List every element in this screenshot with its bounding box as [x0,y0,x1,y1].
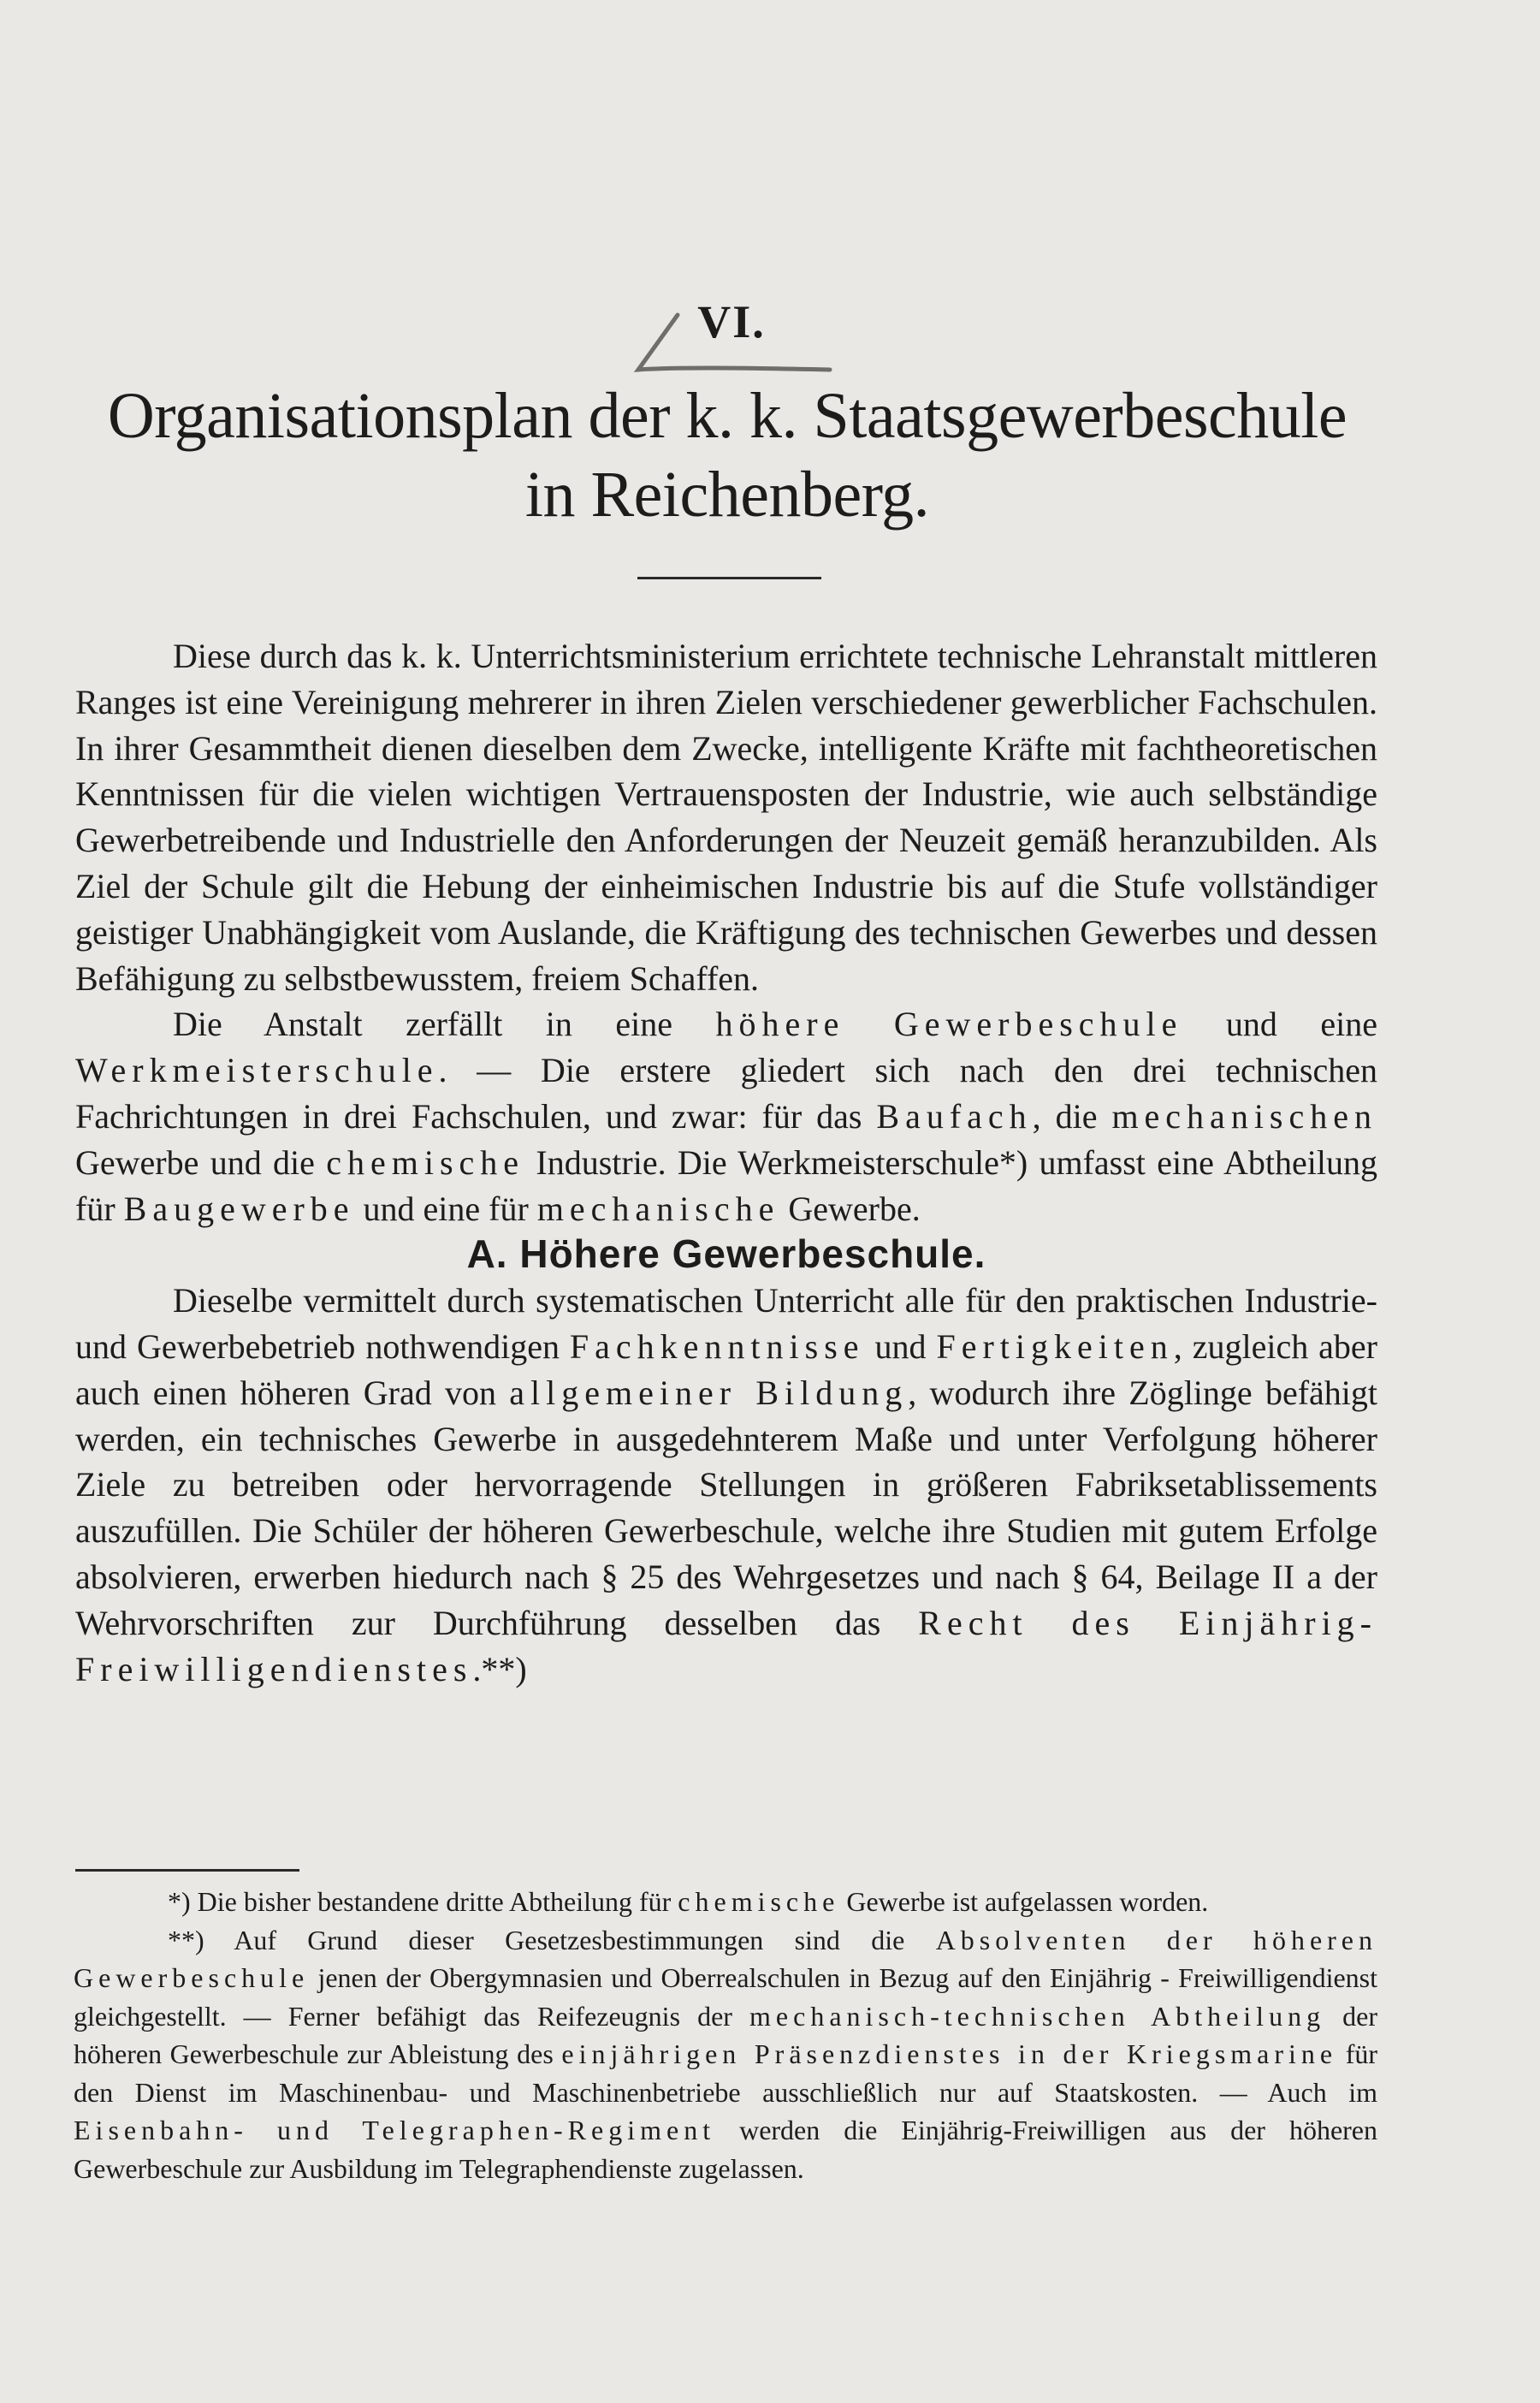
section-a-paragraph: Dieselbe vermittelt durch systematischen Unterricht alle für den praktischen Industrie- und Gewerbebetrieb nothwendigen Fachkenntnisse und Fertigkeiten, zugleich aber auch einen höheren Grad von allgemeiner Bildung, wodurch ihre Zöglinge befähigt werden, ein technisches Gewerbe in ausgedehnterem Maße und unter Verfolgung höherer Ziele zu betreiben oder hervorragende Stellungen in größeren Fabriksetablissements auszufüllen. Die Schüler der höheren Gewerbeschule, welche ihre Studien mit gutem Erfolge absolvieren, erwerben hiedurch nach § 25 des Wehrgesetzes und nach § 64, Beilage II a der Wehrvorschriften zur Durchführung desselben das Recht des Einjährig-Freiwilligendienstes.**) [75,1281,1378,1688]
chapter-number: VI. [697,296,766,347]
spaced-term: Eisenbahn- und Telegraphen-Regiment [74,2115,716,2145]
spaced-term: höhere Gewerbeschule [715,1005,1183,1044]
intro-paragraph-2: Die Anstalt zerfällt in eine höhere Gewerbeschule und eine Werkmeisterschule. — Die erstere gliedert sich nach den drei technischen Fachrichtungen in drei Fachschulen, und zwar: für das Baufach, die mechanischen Gewerbe und die chemische Industrie. Die Werkmeisterschule*) umfasst eine Abtheilung für Baugewerbe und eine für mechanische Gewerbe. [75,1005,1378,1228]
spaced-term: Fachkenntnisse [569,1326,865,1366]
spaced-term: chemische [678,1886,840,1917]
footnote-2: **) Auf Grund dieser Gesetzesbestimmungen sind die Absolventen der höheren Gewerbeschule jenen der Obergymnasien und Oberrealschulen in Bezug auf den Einjährig - Freiwilligendienst gleichgestellt. — Ferner befähigt das Reifezeugnis der mechanisch-technischen Abtheilung der höheren Gewerbeschule zur Ableistung des einjährigen Präsenzdienstes in der Kriegsmarine für den Dienst im Maschinenbau- und Maschinenbetriebe ausschließlich nur auf Staatskosten. — Auch im Eisenbahn- und Telegraphen-Regiment werden die Einjährig-Freiwilligen aus der höheren Gewerbeschule zur Ausbildung im Telegraphendienste zugelassen. [74,1924,1378,2184]
title-divider [637,577,821,579]
section-heading: A. Höhere Gewerbeschule. [466,1231,986,1277]
body-text [75,633,1377,1692]
spaced-term: Werkmeisterschule [75,1051,439,1090]
title-line-2: in Reichenberg. [524,459,930,531]
spaced-term: chemische [326,1142,525,1182]
spaced-term: Absolventen der höheren Gewerbeschule [74,1924,1378,1993]
spaced-term: mechanisch-technischen Abtheilung [749,2000,1326,2032]
footnote-1: *) Die bisher bestandene dritte Abtheilung für chemische Gewerbe ist aufgelassen worden. [168,1886,1209,1917]
page-title [77,377,1377,534]
spaced-term: einjährigen Präsenzdienstes in der Kriegsmarine [561,2038,1338,2069]
spaced-term: allgemeiner Bildung [509,1373,909,1412]
spaced-term: mechanischen [1111,1096,1377,1136]
spaced-term: Baugewerbe [123,1189,355,1228]
spaced-term: mechanische [536,1189,780,1228]
footnotes [74,1883,1377,2187]
intro-paragraph-1: Diese durch das k. k. Unterrichtsministerium errichtete technische Lehranstalt mittleren Ranges ist eine Vereinigung mehrerer in ihren Zielen verschiedener gewerblicher Fachschulen. In ihrer Gesammtheit dienen dieselben dem Zwecke, intelligente Kräfte mit fachtheoretischen Kenntnissen für die vielen wichtigen Vertrauensposten der Industrie, wie auch selbständige Gewerbetreibende und Industrielle den Anforderungen der Neuzeit gemäß heranzubilden. Als Ziel der Schule gilt die Hebung der einheimischen Industrie bis auf die Stufe vollständiger geistiger Unabhängigkeit vom Auslande, die Kräftigung des technischen Gewerbes und dessen Befähigung zu selbstbewusstem, freiem Schaffen. [75,637,1377,998]
spaced-term: Recht des Einjährig-Freiwilligendienstes [75,1603,1378,1688]
footnote-divider [75,1869,299,1872]
title-line-1: Organisationsplan der k. k. Staatsgewerbeschule [107,380,1348,452]
spaced-term: Fertigkeiten [936,1326,1174,1366]
spaced-term: Baufach [876,1096,1033,1136]
